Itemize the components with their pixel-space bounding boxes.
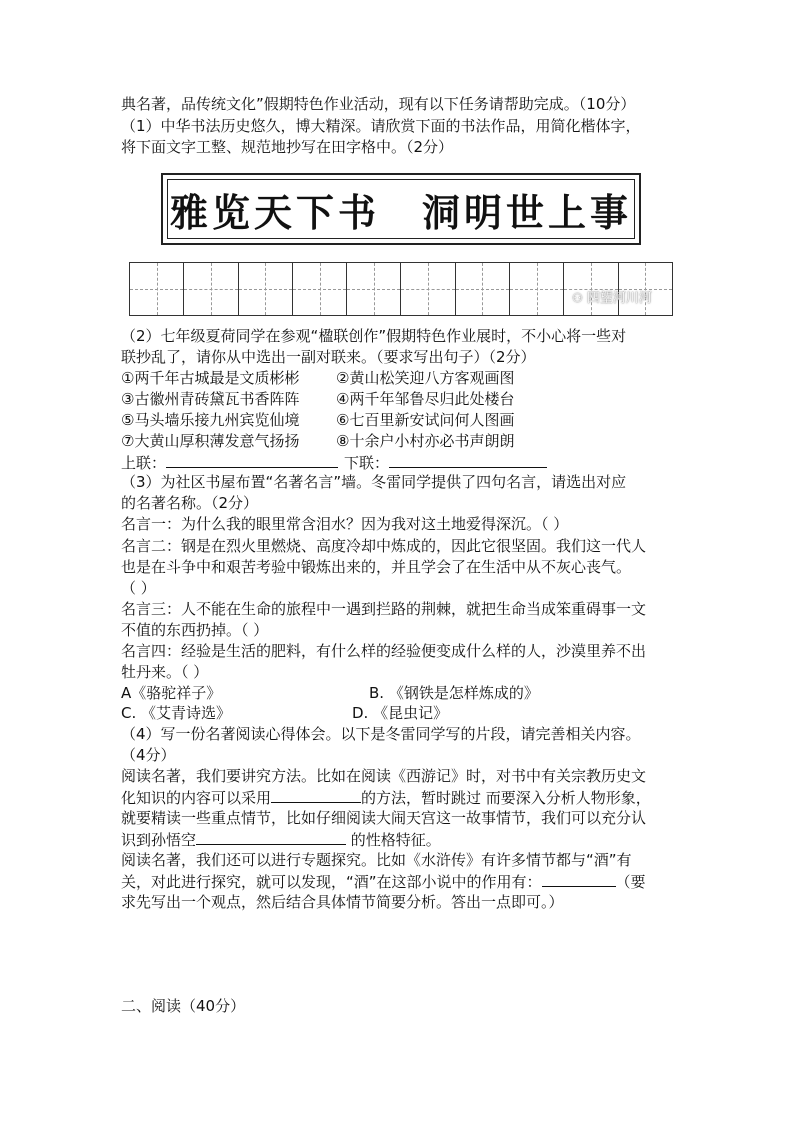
- passage-line4: [121, 829, 441, 851]
- task1-line2: 将下面文字工整、规范地抄写在田字格中。（2分）: [121, 138, 454, 156]
- task2-line2: 联抄乱了，请你从中选出一副对联来。（要求写出句子）（2分）: [121, 348, 536, 366]
- lower-couplet-blank[interactable]: [389, 452, 547, 468]
- quote-4-line1: 名言四：经验是生活的肥料，有什么样的经验便变成什么样的人，沙漠里养不出: [121, 642, 647, 660]
- choice-a: A《骆驼祥子》: [121, 684, 222, 702]
- choice-d: D. 《昆虫记》: [352, 704, 449, 722]
- couplet-option: ⑥七百里新安试问何人图画: [336, 411, 515, 429]
- upper-couplet-row: [121, 452, 338, 474]
- intro-line: 典名著，品传统文化”假期特色作业活动，现有以下任务请帮助完成。（10分）: [121, 95, 636, 113]
- grid-cell[interactable]: [239, 263, 293, 315]
- quote-2-line2: 也是在斗争中和艰苦考验中锻炼出来的，并且学会了在生活中从不灰心丧气。: [121, 558, 632, 576]
- task3-line1: （3）为社区书屋布置“名著名言”墙。冬雷同学提供了四句名言，请选出对应: [121, 473, 627, 491]
- couplet-option: ⑤马头墙乐接九州宾览仙境: [121, 411, 300, 429]
- passage-line7: 求先写出一个观点，然后结合具体情节简要分析。答出一点即可。）: [121, 893, 564, 911]
- passage-text: （要: [615, 873, 646, 891]
- task1-line1: （1）中华书法历史悠久，博大精深。请欣赏下面的书法作品，用简化楷体字，: [121, 117, 641, 135]
- couplet-option: ④两千年邹鲁尽归此处楼台: [336, 390, 515, 408]
- grid-cell[interactable]: [347, 263, 401, 315]
- grid-cell[interactable]: [456, 263, 510, 315]
- couplet-option: ②黄山松笑迎八方客观画图: [336, 369, 515, 387]
- grid-cell[interactable]: [184, 263, 238, 315]
- lower-couplet-row: [344, 452, 547, 474]
- passage-line1: 阅读名著，我们要讲究方法。比如在阅读《西游记》时，对书中有关宗教历史文: [121, 767, 647, 785]
- passage-text: 的方法，暂时跳过 而要深入分析人物形象，: [361, 789, 651, 807]
- quote-1: 名言一：为什么我的眼里常含泪水？因为我对这土地爱得深沉。（ ）: [121, 515, 569, 533]
- wine-role-blank[interactable]: [542, 871, 616, 887]
- calligraphy-artwork: [161, 173, 641, 245]
- passage-text: 化知识的内容可以采用: [121, 789, 272, 807]
- watermark-text: 四望河川河: [586, 291, 652, 306]
- quote-4-line2: 牡丹来。（ ）: [121, 663, 209, 681]
- quote-2-line3: （ ）: [121, 579, 156, 597]
- section-2-heading: 二、阅读（40分）: [121, 997, 246, 1015]
- grid-cell[interactable]: [510, 263, 564, 315]
- choice-b: B. 《钢铁是怎样炼成的》: [369, 684, 539, 702]
- grid-cell[interactable]: [293, 263, 347, 315]
- method-blank[interactable]: [271, 787, 361, 803]
- grid-cell[interactable]: [401, 263, 455, 315]
- passage-text: 识到孙悟空: [121, 831, 197, 849]
- passage-text: 的性格特征。: [346, 831, 441, 849]
- task2-line1: （2）七年级夏荷同学在参观“楹联创作”假期特色作业展时，不小心将一些对: [121, 327, 627, 345]
- lower-couplet-label: 下联：: [344, 454, 390, 472]
- passage-line3: 就要精读一些重点情节，比如仔细阅读大闹天宫这一故事情节，我们可以充分认: [121, 809, 647, 827]
- upper-couplet-blank[interactable]: [166, 452, 338, 468]
- quote-3-line1: 名言三：人不能在生命的旅程中一遇到拦路的荆棘，就把生命当成笨重碍事一文: [121, 600, 647, 618]
- quote-2-line1: 名言二：钢是在烈火里燃烧、高度冷却中炼成的，因此它很坚固。我们这一代人: [121, 537, 647, 555]
- passage-text: 关，对此进行探究，就可以发现，“酒”在这部小说中的作用有：: [121, 873, 542, 891]
- quote-3-line2: 不值的东西扔掉。（ ）: [121, 621, 269, 639]
- calligraphy-text: 雅览天下书 洞明世上事: [169, 189, 632, 235]
- choice-c: C. 《艾青诗选》: [121, 704, 232, 722]
- couplet-option: ⑦大黄山厚积薄发意气扬扬: [121, 432, 300, 450]
- task3-line2: 的名著名称。（2分）: [121, 494, 259, 512]
- task4-line2: （4分）: [121, 746, 176, 764]
- character-trait-blank[interactable]: [196, 829, 346, 845]
- couplet-option: ⑧十余户小村亦必书声朗朗: [336, 432, 515, 450]
- calligraphy-frame: [167, 179, 635, 239]
- wechat-icon: ⚇: [572, 291, 583, 305]
- passage-line2: [121, 787, 651, 809]
- passage-line5: 阅读名著，我们还可以进行专题探究。比如《水浒传》有许多情节都与“酒”有: [121, 851, 632, 869]
- task4-line1: （4）写一份名著阅读心得体会。以下是冬雷同学写的片段，请完善相关内容。: [121, 725, 641, 743]
- passage-line6: [121, 871, 646, 893]
- watermark: [572, 287, 652, 306]
- grid-cell[interactable]: [130, 263, 184, 315]
- upper-couplet-label: 上联：: [121, 454, 167, 472]
- couplet-option: ①两千年古城最是文质彬彬: [121, 369, 300, 387]
- couplet-option: ③古徽州青砖黛瓦书香阵阵: [121, 390, 300, 408]
